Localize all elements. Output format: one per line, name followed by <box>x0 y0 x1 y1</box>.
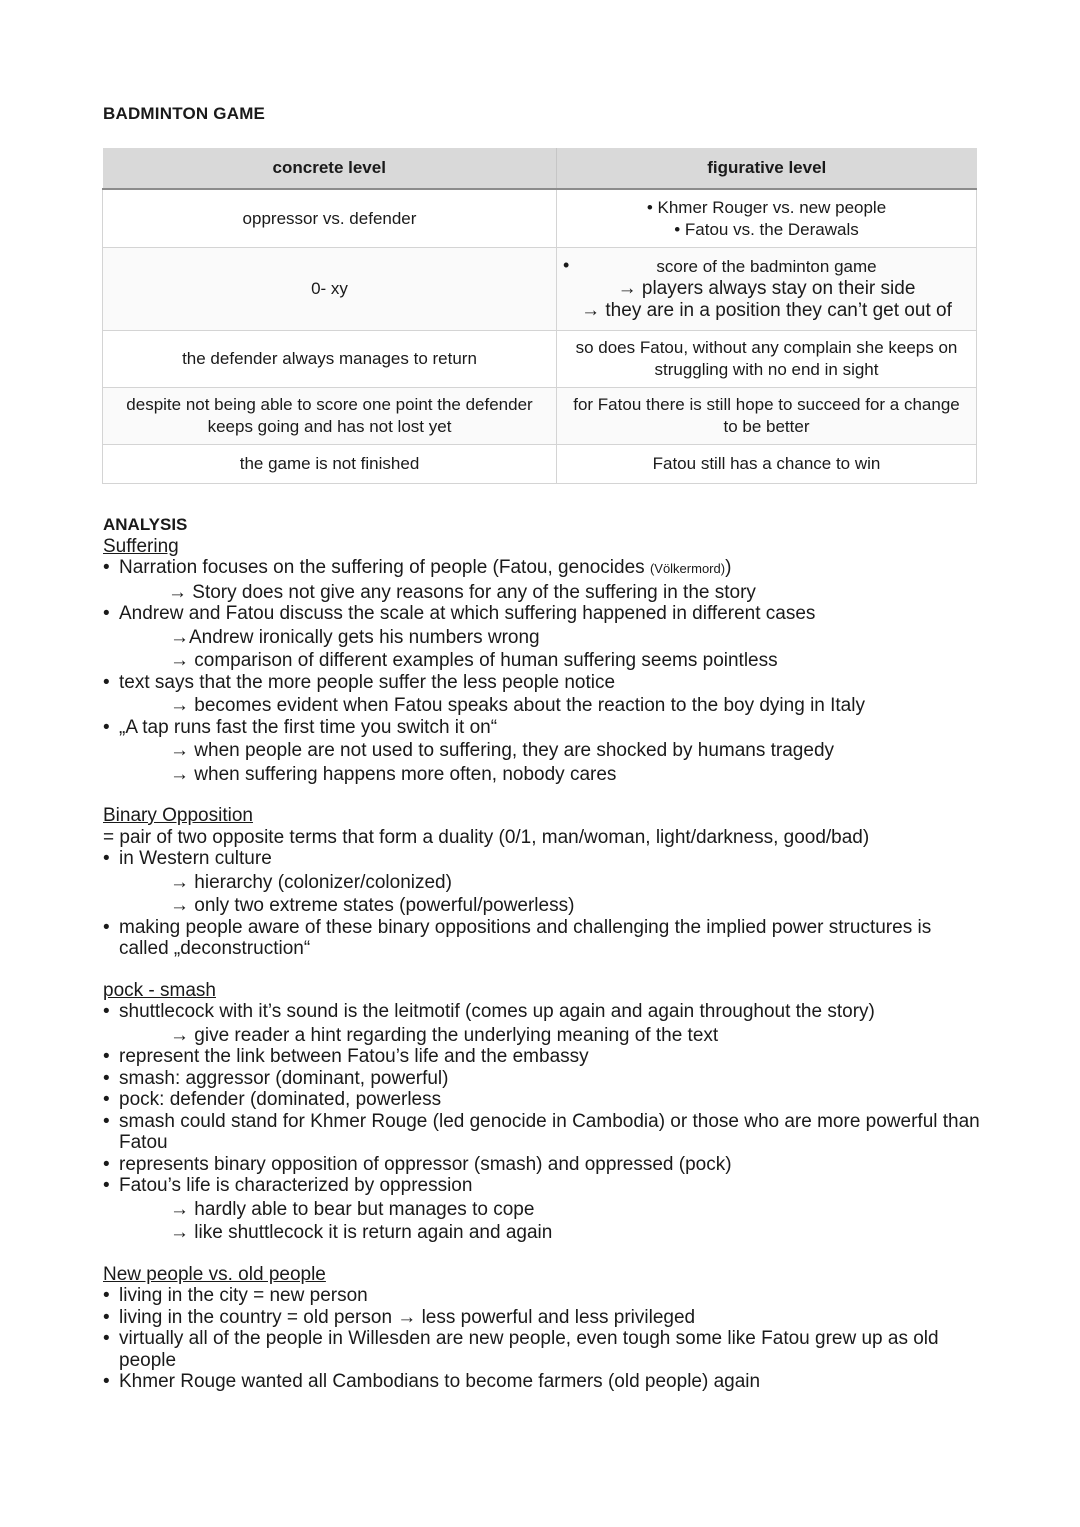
list-item: • smash: aggressor (dominant, powerful) <box>103 1068 983 1090</box>
figurative-line: → they are in a position they can’t get out of <box>581 300 952 321</box>
list-item-text: Narration focuses on the suffering of people (Fatou, genocides <box>119 557 645 578</box>
figurative-line: score of the badminton game <box>656 257 877 276</box>
table-row <box>103 189 977 248</box>
list-item: • living in the country = old person → less powerful and less privileged <box>103 1307 983 1329</box>
sub-point: → like shuttlecock it is return again and again <box>170 1222 553 1243</box>
table-row <box>103 331 977 388</box>
pock-smash-section <box>103 980 983 1244</box>
sub-point: → Story does not give any reasons for any of the suffering in the story <box>168 581 756 603</box>
list-item: • Khmer Rouge wanted all Cambodians to become farmers (old people) again <box>103 1371 983 1393</box>
suffering-section <box>103 536 983 786</box>
concrete-cell: the defender always manages to return <box>103 331 557 388</box>
analysis-section <box>103 514 983 1413</box>
header-concrete: concrete level <box>103 148 557 189</box>
section-title: Binary Opposition <box>103 805 253 826</box>
list-item: • shuttlecock with it’s sound is the leitmotif (comes up again and again throughout the story) <box>103 1001 983 1023</box>
list-item: • making people aware of these binary oppositions and challenging the implied power structures is called „deconstruction“ <box>103 917 983 960</box>
header-figurative: figurative level <box>557 148 977 189</box>
new-old-people-section <box>103 1264 983 1393</box>
analysis-heading: ANALYSIS <box>103 515 188 534</box>
table-row <box>103 445 977 484</box>
list-item: • represent the link between Fatou’s life and the embassy <box>103 1046 983 1068</box>
comparison-table <box>102 148 977 484</box>
list-item: • Andrew and Fatou discuss the scale at which suffering happened in different cases <box>103 603 983 625</box>
sub-point: → when suffering happens more often, nobody cares <box>170 763 617 785</box>
table-row <box>103 388 977 445</box>
sub-point: → hierarchy (colonizer/colonized) <box>170 871 452 893</box>
list-item: • represents binary opposition of oppressor (smash) and oppressed (pock) <box>103 1154 983 1176</box>
table-row <box>103 248 977 331</box>
list-item: • living in the city = new person <box>103 1285 983 1307</box>
sub-point: → when people are not used to suffering, they are shocked by humans tragedy <box>170 740 835 761</box>
list-item: • in Western culture <box>103 848 983 870</box>
figurative-cell <box>557 248 977 331</box>
bullet-dot: • <box>563 255 570 275</box>
concrete-cell: oppressor vs. defender <box>103 189 557 248</box>
list-item-text: ) <box>725 557 732 578</box>
section-title: Suffering <box>103 535 179 557</box>
list-item: • virtually all of the people in Willesden are new people, even tough some like Fatou grew up as old people <box>103 1328 983 1371</box>
figurative-line: • Fatou vs. the Derawals <box>674 219 859 239</box>
list-item: • „A tap runs fast the first time you switch it on“ <box>103 717 983 739</box>
binary-opposition-section <box>103 805 983 960</box>
sub-point: → becomes evident when Fatou speaks about the reaction to the boy dying in Italy <box>170 695 865 716</box>
figurative-cell: Fatou still has a chance to win <box>557 445 977 484</box>
concrete-cell: 0- xy <box>103 248 557 331</box>
sub-point: → hardly able to bear but manages to cope <box>170 1198 535 1220</box>
translation-note: (Völkermord) <box>649 561 726 576</box>
table-header-row <box>103 148 977 189</box>
sub-point: → comparison of different examples of human suffering seems pointless <box>170 650 778 671</box>
list-item: • Fatou’s life is characterized by oppression <box>103 1175 983 1197</box>
concrete-cell: the game is not finished <box>103 445 557 484</box>
section-title: pock - smash <box>103 979 216 1001</box>
page-title: BADMINTON GAME <box>103 104 266 123</box>
section-title: New people vs. old people <box>103 1263 326 1285</box>
concrete-cell: despite not being able to score one point the defender keeps going and has not lost yet <box>103 388 557 445</box>
sub-point: → give reader a hint regarding the underlying meaning of the text <box>170 1024 719 1046</box>
list-item <box>103 557 983 580</box>
figurative-line: → players always stay on their side <box>617 278 916 299</box>
sub-point: →Andrew ironically gets his numbers wrong <box>170 626 540 648</box>
figurative-line: • Khmer Rouger vs. new people <box>646 197 887 217</box>
figurative-cell <box>557 189 977 248</box>
list-item: • smash could stand for Khmer Rouge (led genocide in Cambodia) or those who are more powerful than Fatou <box>103 1111 983 1154</box>
sub-point: → only two extreme states (powerful/powerless) <box>170 895 575 916</box>
list-item: • pock: defender (dominated, powerless <box>103 1089 983 1111</box>
figurative-cell: so does Fatou, without any complain she keeps on struggling with no end in sight <box>557 331 977 388</box>
figurative-cell: for Fatou there is still hope to succeed for a change to be better <box>557 388 977 445</box>
list-item: • text says that the more people suffer the less people notice <box>103 672 983 694</box>
definition: = pair of two opposite terms that form a duality (0/1, man/woman, light/darkness, good/bad) <box>103 826 870 848</box>
